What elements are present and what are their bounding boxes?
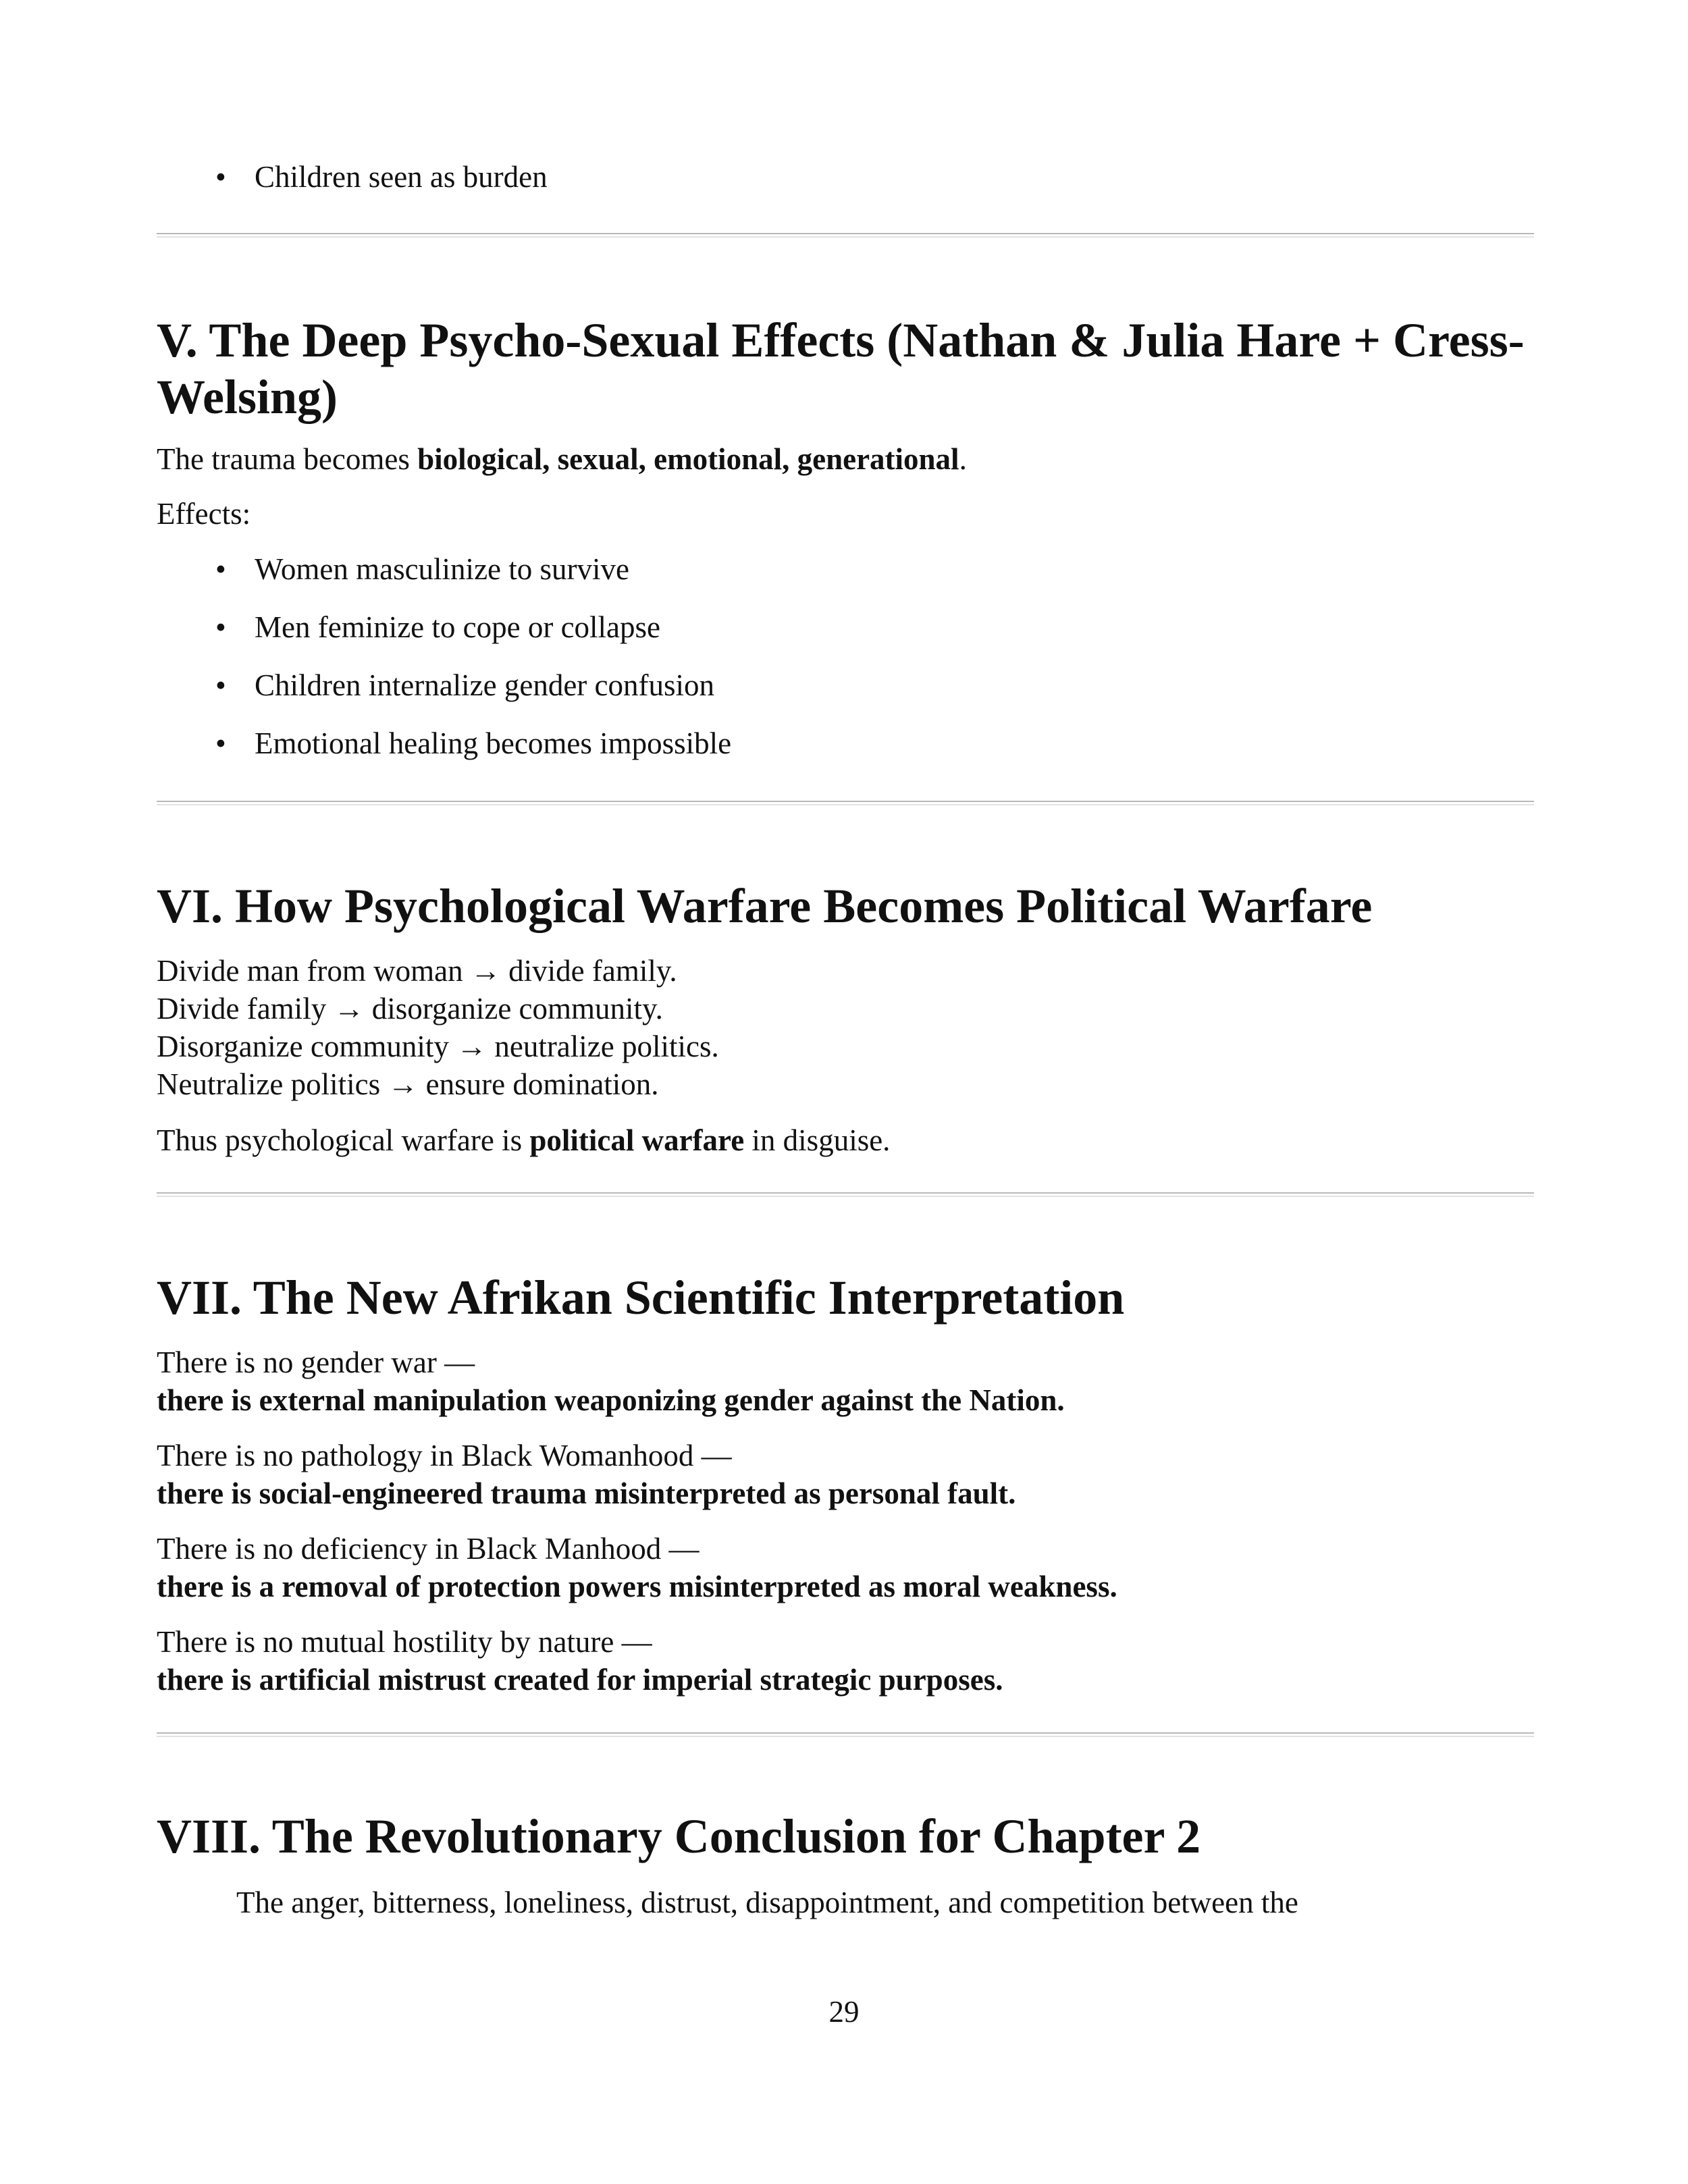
conclusion-text: Thus psychological warfare is [157,1123,530,1157]
bullet-icon: • [215,552,226,586]
section-divider [157,1732,1534,1737]
interpretation-bold [157,1474,1016,1512]
interpretation-plain: There is no pathology in Black Womanhood — [157,1439,732,1472]
list-item-text: Emotional healing becomes impossible [255,726,732,760]
interpretation-plain: There is no deficiency in Black Manhood — [157,1532,700,1566]
interpretation-bold-text: there is artificial mistrust created for imperial strategic purposes. [157,1663,1003,1697]
section-divider [157,1192,1534,1197]
bullet-icon: • [215,160,226,194]
list-item-text: Men feminize to cope or collapse [255,610,661,644]
intro-suffix: . [959,442,967,476]
interpretation-bold [157,1381,1065,1419]
section-vi-line: Neutralize politics → ensure domination. [157,1067,659,1101]
list-item [215,724,732,762]
intro-text: The trauma becomes [157,442,418,476]
section-divider [157,233,1534,238]
interpretation-bold [157,1568,1117,1605]
list-item-text: Children internalize gender confusion [255,668,715,702]
list-item-text: Women masculinize to survive [255,552,629,586]
section-v-intro [157,440,967,478]
section-divider [157,801,1534,805]
section-heading-v: V. The Deep Psycho-Sexual Effects (Nathan & Julia Hare + Cress-Welsing) [157,313,1525,424]
effects-label: Effects: [157,497,251,531]
bullet-icon: • [215,726,226,760]
interpretation-plain: There is no mutual hostility by nature — [157,1625,652,1659]
section-viii-paragraph: The anger, bitterness, loneliness, distrust, disappointment, and competition between the [236,1886,1298,1919]
interpretation-bold-text: there is social-engineered trauma misinterpreted as personal fault. [157,1476,1016,1510]
section-heading-vi: VI. How Psychological Warfare Becomes Political Warfare [157,879,1373,933]
interpretation-bold-text: there is external manipulation weaponizing gender against the Nation. [157,1383,1065,1417]
section-vi-line: Divide man from woman → divide family. [157,954,677,988]
list-item [215,550,629,588]
section-vi-conclusion [157,1121,890,1159]
interpretation-bold [157,1661,1003,1699]
list-item [215,666,715,704]
section-vi-line: Divide family → disorganize community. [157,992,663,1026]
list-item [215,158,548,196]
conclusion-suffix: in disguise. [744,1123,891,1157]
bullet-icon: • [215,610,226,644]
section-heading-viii: VIII. The Revolutionary Conclusion for Chapter 2 [157,1809,1201,1863]
bullet-icon: • [215,668,226,702]
section-heading-vii: VII. The New Afrikan Scientific Interpretation [157,1271,1125,1325]
conclusion-bold-text: political warfare [529,1123,745,1157]
page-number: 29 [828,1995,860,2029]
list-item [215,608,661,646]
interpretation-bold-text: there is a removal of protection powers misinterpreted as moral weakness. [157,1570,1117,1603]
intro-bold-text: biological, sexual, emotional, generational [417,442,959,476]
list-item-text: Children seen as burden [255,160,548,194]
interpretation-plain: There is no gender war — [157,1346,475,1379]
section-vi-line: Disorganize community → neutralize politics. [157,1030,719,1063]
